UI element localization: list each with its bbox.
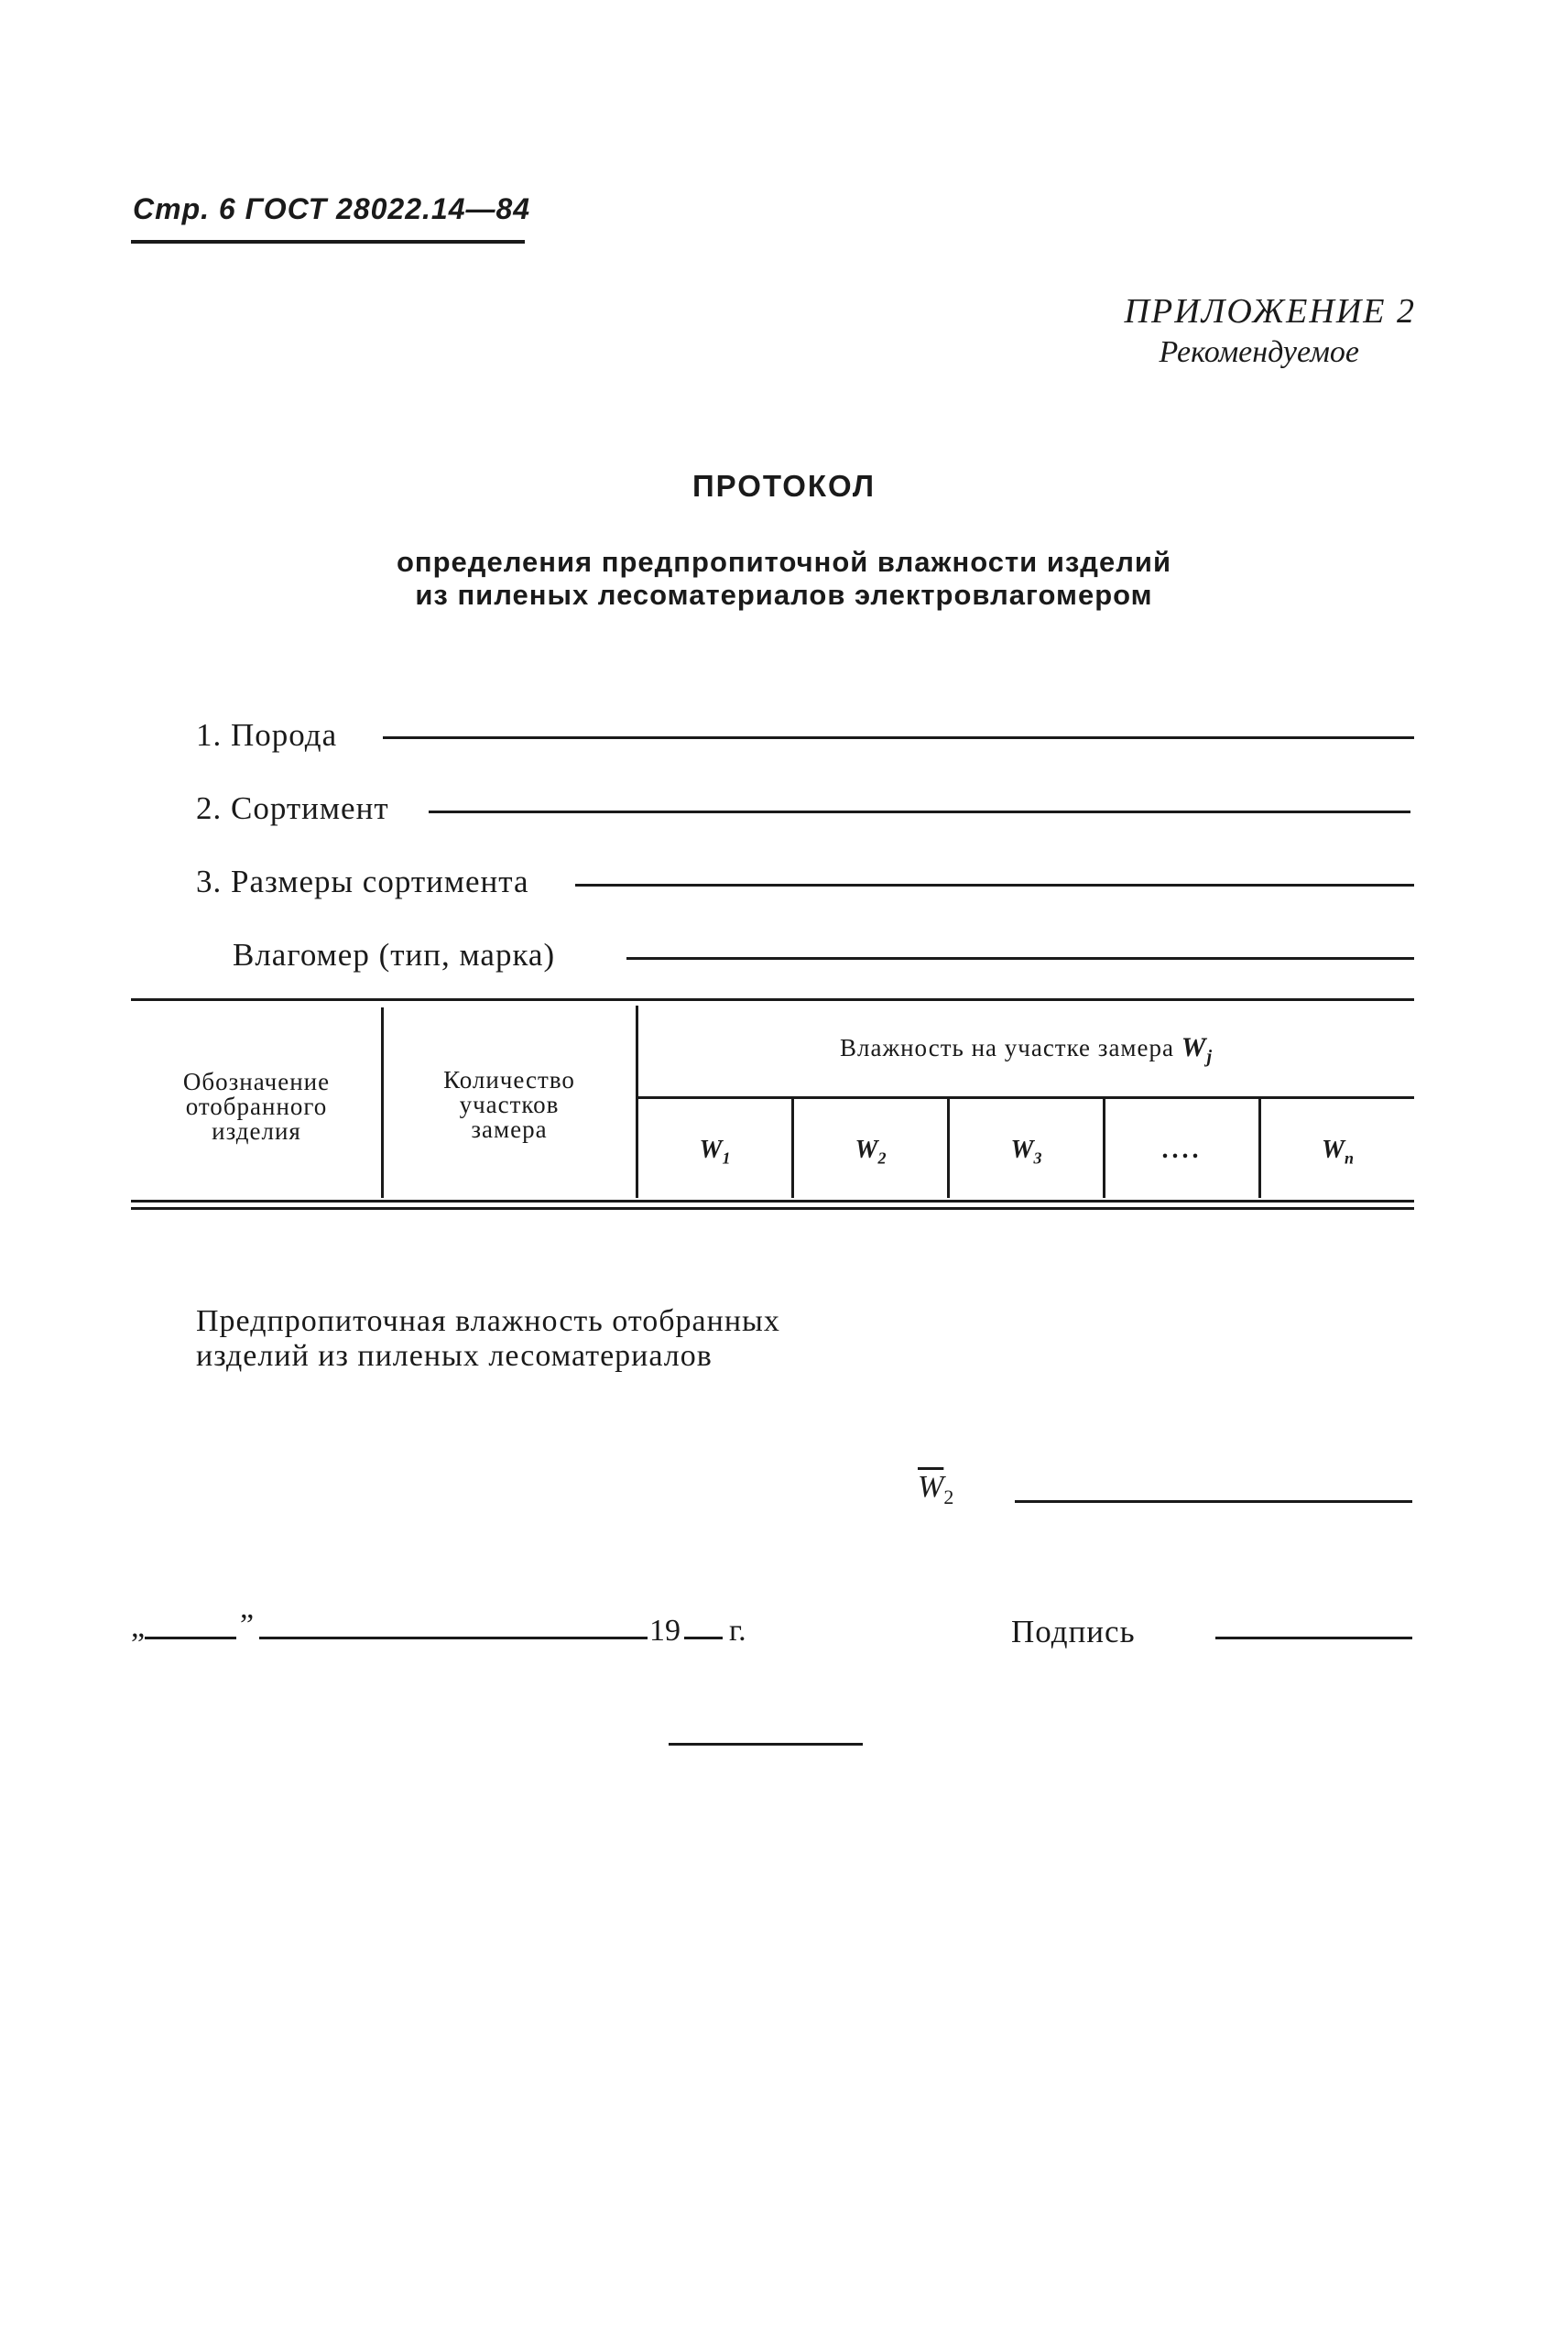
signature-label: Подпись bbox=[1011, 1614, 1136, 1649]
date-quote-close: ” bbox=[240, 1608, 255, 1642]
field-line-assortment[interactable] bbox=[429, 811, 1410, 813]
date-month-line[interactable] bbox=[259, 1637, 648, 1639]
field-line-moisture-meter[interactable] bbox=[626, 957, 1414, 960]
field-label-species: 1. Порода bbox=[196, 717, 338, 753]
subtitle-line-2: из пиленых лесоматериалов электровлагомером bbox=[415, 579, 1153, 611]
table-vline-1 bbox=[381, 1007, 384, 1198]
table-cell-ellipsis: .... bbox=[1161, 1136, 1203, 1164]
document-title: ПРОТОКОЛ bbox=[691, 469, 877, 503]
appendix-note: Рекомендуемое bbox=[1159, 335, 1359, 369]
signature-line[interactable] bbox=[1215, 1637, 1412, 1639]
table-cell-w1: $W_1$ bbox=[699, 1136, 731, 1168]
field-line-species[interactable] bbox=[383, 736, 1414, 739]
date-quote-open: „ bbox=[131, 1610, 146, 1644]
table-header-item-designation: Обозначение отобранного изделия bbox=[182, 1068, 331, 1145]
result-statement: Предпропиточная влажность отобранных изделий из пиленых лесоматериалов bbox=[196, 1304, 780, 1373]
field-line-dimensions[interactable] bbox=[575, 884, 1414, 887]
date-day-line[interactable] bbox=[145, 1637, 236, 1639]
field-label-dimensions: 3. Размеры сортимента bbox=[196, 864, 529, 899]
table-bottom-rule-1 bbox=[131, 1200, 1414, 1203]
header-underline bbox=[131, 240, 525, 244]
page-header: Стр. 6 ГОСТ 28022.14—84 bbox=[133, 192, 531, 225]
table-cell-wn: $W_n$ bbox=[1322, 1136, 1354, 1168]
date-year-suffix: г. bbox=[729, 1614, 746, 1648]
date-year-prefix: 19 bbox=[649, 1614, 681, 1648]
field-label-assortment: 2. Сортимент bbox=[196, 790, 389, 826]
table-header-measurement-count: Количество участков замера bbox=[443, 1066, 575, 1143]
table-group-rule bbox=[638, 1096, 1414, 1099]
mean-moisture-symbol: $\overline{W}_2$ bbox=[918, 1470, 954, 1508]
field-label-moisture-meter: Влагомер (тип, марка) bbox=[233, 937, 556, 973]
date-year-line[interactable] bbox=[684, 1637, 723, 1639]
appendix-label: ПРИЛОЖЕНИЕ 2 bbox=[1124, 292, 1416, 331]
table-cell-w3: $W_3$ bbox=[1010, 1136, 1042, 1168]
closing-divider bbox=[669, 1743, 863, 1746]
table-top-rule bbox=[131, 998, 1414, 1001]
table-header-moisture-group: Влажность на участке замера $W_j$ bbox=[839, 1032, 1213, 1067]
table-bottom-rule-2 bbox=[131, 1207, 1414, 1210]
mean-moisture-line[interactable] bbox=[1015, 1500, 1412, 1503]
table-cell-w2: $W_2$ bbox=[855, 1136, 887, 1168]
subtitle-line-1: определения предпропиточной влажности изделий bbox=[396, 546, 1172, 578]
